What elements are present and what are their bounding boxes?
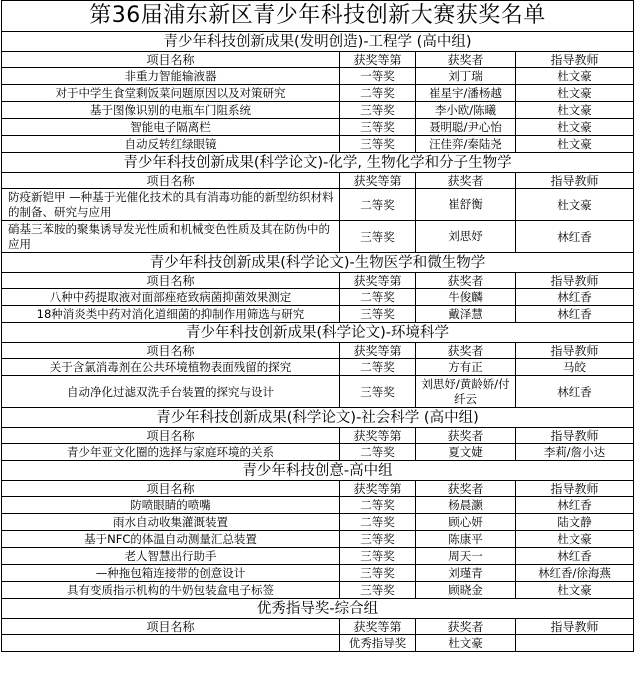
project-name: 自动反转红绿眼镜 xyxy=(2,136,340,153)
teacher-name: 林红香 xyxy=(516,289,634,306)
header-winner: 获奖者 xyxy=(416,481,516,497)
section-title: 优秀指导奖-综合组 xyxy=(2,599,634,619)
project-name: —种拖包箱连接带的创意设计 xyxy=(2,565,340,582)
award-level: 二等奖 xyxy=(340,85,416,102)
winner-name: 顾心妍 xyxy=(416,514,516,531)
teacher-name: 林红香/徐海燕 xyxy=(516,565,634,582)
header-award: 获奖等第 xyxy=(340,619,416,635)
project-name: 具有变质指示机构的牛奶包装盒电子标签 xyxy=(2,582,340,599)
project-name: 防喷眼睛的喷嘴 xyxy=(2,497,340,514)
teacher-name: 杜文豪 xyxy=(516,531,634,548)
award-level: 二等奖 xyxy=(340,444,416,461)
award-level: 三等奖 xyxy=(340,119,416,136)
project-name: 八种中药提取液对面部痤疮致病菌抑菌效果测定 xyxy=(2,289,340,306)
header-teacher: 指导教师 xyxy=(516,52,634,68)
award-sheet xyxy=(1,0,633,652)
header-teacher: 指导教师 xyxy=(516,173,634,189)
section-row xyxy=(2,153,634,173)
column-header-row xyxy=(2,173,634,189)
section-row xyxy=(2,408,634,428)
header-winner: 获奖者 xyxy=(416,273,516,289)
header-winner: 获奖者 xyxy=(416,52,516,68)
teacher-name: 杜文豪 xyxy=(516,582,634,599)
project-name: 雨水自动收集灌溉装置 xyxy=(2,514,340,531)
header-award: 获奖等第 xyxy=(340,173,416,189)
winner-name: 夏文婕 xyxy=(416,444,516,461)
header-name: 项目名称 xyxy=(2,52,340,68)
column-header-row xyxy=(2,481,634,497)
table-row xyxy=(2,189,634,221)
winner-name: 杨晨灏 xyxy=(416,497,516,514)
teacher-name: 陆文静 xyxy=(516,514,634,531)
table-row xyxy=(2,306,634,323)
section-row xyxy=(2,253,634,273)
winner-name: 周天一 xyxy=(416,548,516,565)
section-row xyxy=(2,32,634,52)
header-teacher: 指导教师 xyxy=(516,481,634,497)
column-header-row xyxy=(2,343,634,359)
table-row xyxy=(2,582,634,599)
table-row xyxy=(2,289,634,306)
column-header-row xyxy=(2,52,634,68)
project-name: 青少年亚文化圈的选择与家庭环境的关系 xyxy=(2,444,340,461)
award-level: 二等奖 xyxy=(340,497,416,514)
column-header-row xyxy=(2,428,634,444)
award-level: 三等奖 xyxy=(340,306,416,323)
project-name: 老人智慧出行助手 xyxy=(2,548,340,565)
header-name: 项目名称 xyxy=(2,428,340,444)
section-title: 青少年科技创新成果(科学论文)-环境科学 xyxy=(2,323,634,343)
header-name: 项目名称 xyxy=(2,273,340,289)
header-winner: 获奖者 xyxy=(416,428,516,444)
table-row xyxy=(2,359,634,376)
teacher-name: 马皎 xyxy=(516,359,634,376)
award-level: 三等奖 xyxy=(340,136,416,153)
header-award: 获奖等第 xyxy=(340,428,416,444)
project-name: 对于中学生食堂剩饭菜问题原因以及对策研究 xyxy=(2,85,340,102)
table-row xyxy=(2,102,634,119)
table-row xyxy=(2,635,634,652)
table-row xyxy=(2,85,634,102)
teacher-name: 林红香 xyxy=(516,497,634,514)
header-name: 项目名称 xyxy=(2,619,340,635)
winner-name: 李小欧/陈曦 xyxy=(416,102,516,119)
section-title: 青少年科技创意-高中组 xyxy=(2,461,634,481)
project-name: 关于含氯消毒剂在公共环境植物表面残留的探究 xyxy=(2,359,340,376)
award-level: 优秀指导奖 xyxy=(340,635,416,652)
teacher-name: 杜文豪 xyxy=(516,68,634,85)
table-row xyxy=(2,119,634,136)
award-level: 一等奖 xyxy=(340,68,416,85)
winner-name: 崔星宇/潘杨越 xyxy=(416,85,516,102)
table-row xyxy=(2,444,634,461)
table-row xyxy=(2,221,634,253)
award-level: 三等奖 xyxy=(340,376,416,408)
section-row xyxy=(2,461,634,481)
column-header-row xyxy=(2,273,634,289)
header-teacher: 指导教师 xyxy=(516,619,634,635)
teacher-name: 杜文豪 xyxy=(516,189,634,221)
winner-name: 刘瑾青 xyxy=(416,565,516,582)
table-row xyxy=(2,514,634,531)
project-name: 智能电子隔离栏 xyxy=(2,119,340,136)
teacher-name: 杜文豪 xyxy=(516,136,634,153)
header-name: 项目名称 xyxy=(2,173,340,189)
project-name: 自动净化过滤双洗手台装置的探究与设计 xyxy=(2,376,340,408)
project-name xyxy=(2,635,340,652)
winner-name: 刘思妤/黄龄娇/付纤云 xyxy=(416,376,516,408)
award-level: 二等奖 xyxy=(340,359,416,376)
header-teacher: 指导教师 xyxy=(516,273,634,289)
table-row xyxy=(2,531,634,548)
section-title: 青少年科技创新成果(发明创造)-工程学 (高中组) xyxy=(2,32,634,52)
winner-name: 崔舒衡 xyxy=(416,189,516,221)
teacher-name: 李莉/詹小达 xyxy=(516,444,634,461)
table-row xyxy=(2,497,634,514)
table-row xyxy=(2,548,634,565)
section-title: 青少年科技创新成果(科学论文)-化学, 生物化学和分子生物学 xyxy=(2,153,634,173)
header-award: 获奖等第 xyxy=(340,343,416,359)
header-award: 获奖等第 xyxy=(340,273,416,289)
project-name: 防疫新铠甲 —种基于光催化技术的具有消毒功能的新型纺织材料的制备、研究与应用 xyxy=(2,189,340,221)
header-name: 项目名称 xyxy=(2,481,340,497)
header-award: 获奖等第 xyxy=(340,481,416,497)
winner-name: 陈康平 xyxy=(416,531,516,548)
section-row xyxy=(2,599,634,619)
award-level: 三等奖 xyxy=(340,548,416,565)
project-name: 18种消炎类中药对消化道细菌的抑制作用筛选与研究 xyxy=(2,306,340,323)
winner-name: 戴泽慧 xyxy=(416,306,516,323)
teacher-name: 林红香 xyxy=(516,548,634,565)
teacher-name: 林红香 xyxy=(516,306,634,323)
winner-name: 刘思妤 xyxy=(416,221,516,253)
winner-name: 方有正 xyxy=(416,359,516,376)
section-title: 青少年科技创新成果(科学论文)-社会科学 (高中组) xyxy=(2,408,634,428)
header-teacher: 指导教师 xyxy=(516,428,634,444)
teacher-name: 杜文豪 xyxy=(516,85,634,102)
project-name: 非重力智能输液器 xyxy=(2,68,340,85)
winner-name: 顾晓金 xyxy=(416,582,516,599)
winner-name: 刘丁瑞 xyxy=(416,68,516,85)
header-winner: 获奖者 xyxy=(416,619,516,635)
winner-name: 牛俊麟 xyxy=(416,289,516,306)
award-level: 二等奖 xyxy=(340,289,416,306)
project-name: 基于NFC的体温自动测量汇总装置 xyxy=(2,531,340,548)
table-row xyxy=(2,376,634,408)
column-header-row xyxy=(2,619,634,635)
winner-name: 汪佳弈/秦陆尧 xyxy=(416,136,516,153)
winner-name: 聂明聪/尹心怡 xyxy=(416,119,516,136)
title-row xyxy=(2,1,634,32)
winner-name: 杜文豪 xyxy=(416,635,516,652)
teacher-name xyxy=(516,635,634,652)
teacher-name: 林红香 xyxy=(516,376,634,408)
award-level: 二等奖 xyxy=(340,189,416,221)
section-row xyxy=(2,323,634,343)
table-row xyxy=(2,565,634,582)
award-level: 二等奖 xyxy=(340,514,416,531)
award-level: 三等奖 xyxy=(340,221,416,253)
award-level: 三等奖 xyxy=(340,565,416,582)
page-title: 第36届浦东新区青少年科技创新大赛获奖名单 xyxy=(2,1,634,32)
header-winner: 获奖者 xyxy=(416,343,516,359)
teacher-name: 杜文豪 xyxy=(516,102,634,119)
award-level: 三等奖 xyxy=(340,531,416,548)
award-level: 三等奖 xyxy=(340,102,416,119)
award-level: 三等奖 xyxy=(340,582,416,599)
award-table xyxy=(1,0,634,652)
header-winner: 获奖者 xyxy=(416,173,516,189)
section-title: 青少年科技创新成果(科学论文)-生物医学和微生物学 xyxy=(2,253,634,273)
teacher-name: 林红香 xyxy=(516,221,634,253)
table-row xyxy=(2,136,634,153)
project-name: 硝基三苯胺的聚集诱导发光性质和机械变色性质及其在防伪中的应用 xyxy=(2,221,340,253)
header-award: 获奖等第 xyxy=(340,52,416,68)
teacher-name: 杜文豪 xyxy=(516,119,634,136)
project-name: 基于图像识别的电瓶车门阻系统 xyxy=(2,102,340,119)
table-row xyxy=(2,68,634,85)
header-teacher: 指导教师 xyxy=(516,343,634,359)
header-name: 项目名称 xyxy=(2,343,340,359)
